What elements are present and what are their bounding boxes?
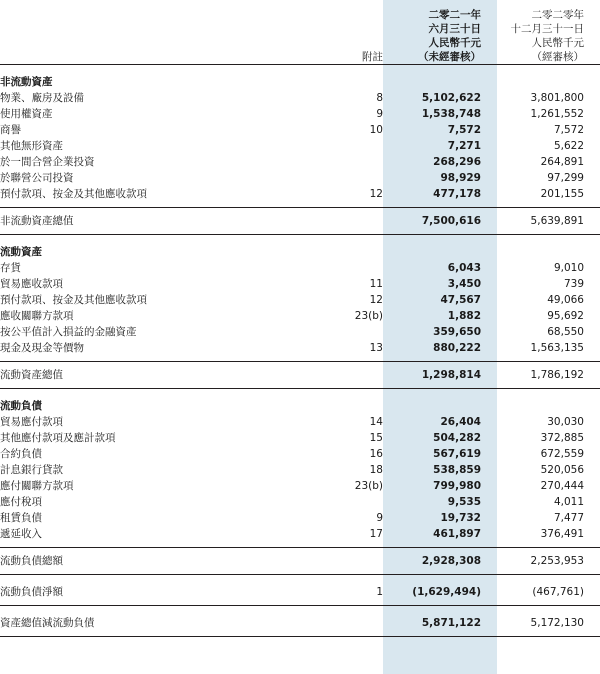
row-label: 商譽	[0, 124, 21, 136]
row-note: 14	[369, 416, 383, 428]
row-current-value: 6,043	[447, 262, 481, 274]
row-current-value: 19,732	[440, 512, 481, 524]
row-label: 應收關聯方款項	[0, 310, 74, 322]
table-row	[0, 526, 600, 542]
row-current-value: 98,929	[440, 172, 481, 184]
row-previous-value: 95,692	[547, 310, 584, 322]
row-current-value: 3,450	[447, 278, 481, 290]
table-row	[0, 494, 600, 510]
row-label: 貿易應付款項	[0, 416, 63, 428]
net-current-liabilities-row	[0, 584, 600, 600]
row-label: 現金及現金等價物	[0, 342, 84, 354]
row-note: 9	[376, 512, 383, 524]
section-title-row	[0, 398, 600, 414]
header-current-line2: 六月三十日	[428, 23, 481, 35]
header-blank-cell	[0, 0, 320, 65]
row-current-value: 26,404	[440, 416, 481, 428]
total-note	[320, 367, 383, 383]
table-row	[0, 430, 600, 446]
row-current-value: 880,222	[433, 342, 481, 354]
row-previous-value: 5,622	[553, 140, 584, 152]
header-note-label: 附註	[362, 51, 383, 63]
header-current-line4: （未經審核）	[418, 51, 481, 63]
total-assets-less-current-liabilities-row	[0, 615, 600, 631]
total-label: 非流動資產總值	[0, 215, 74, 227]
row-note: 15	[369, 432, 383, 444]
section-title-previous	[497, 244, 600, 260]
header-current-period	[383, 0, 497, 65]
row-note	[320, 154, 383, 170]
table-row	[0, 478, 600, 494]
section-title-note	[320, 398, 383, 414]
table-row	[0, 446, 600, 462]
total-previous-value: 2,253,953	[530, 555, 584, 567]
row-note	[320, 494, 383, 510]
row-current-value: 504,282	[433, 432, 481, 444]
table-row	[0, 324, 600, 340]
header-current-line3: 人民幣千元	[428, 37, 481, 49]
final-total-label: 資產總值減流動負債	[0, 617, 95, 629]
section-title-row	[0, 74, 600, 90]
row-current-value: 799,980	[433, 480, 481, 492]
row-current-value: 567,619	[433, 448, 481, 460]
row-label: 租賃負債	[0, 512, 42, 524]
row-label: 貿易應收款項	[0, 278, 63, 290]
row-previous-value: 30,030	[547, 416, 584, 428]
row-previous-value: 7,477	[553, 512, 584, 524]
table-row	[0, 154, 600, 170]
table-row	[0, 292, 600, 308]
row-previous-value: 672,559	[540, 448, 584, 460]
row-label: 應付稅項	[0, 496, 42, 508]
row-label: 預付款項、按金及其他應收款項	[0, 294, 147, 306]
section-title: 流動資產	[0, 246, 42, 258]
row-note: 17	[369, 528, 383, 540]
row-note	[320, 260, 383, 276]
row-previous-value: 1,261,552	[530, 108, 584, 120]
row-current-value: 9,535	[447, 496, 481, 508]
row-label: 預付款項、按金及其他應收款項	[0, 188, 147, 200]
row-note	[320, 324, 383, 340]
row-previous-value: 49,066	[547, 294, 584, 306]
row-previous-value: 201,155	[540, 188, 584, 200]
row-note: 12	[369, 294, 383, 306]
section-title-current	[383, 244, 497, 260]
row-label: 於聯營公司投資	[0, 172, 74, 184]
header-previous-line3: 人民幣千元	[531, 37, 584, 49]
section-title-note	[320, 244, 383, 260]
total-label: 流動資產總值	[0, 369, 63, 381]
section-title: 流動負債	[0, 400, 42, 412]
table-row	[0, 90, 600, 106]
table-row	[0, 340, 600, 356]
table-header-row	[0, 0, 600, 65]
row-current-value: 47,567	[440, 294, 481, 306]
row-note	[320, 170, 383, 186]
header-previous-period	[497, 0, 600, 65]
row-label: 應付關聯方款項	[0, 480, 74, 492]
row-previous-value: 376,491	[540, 528, 584, 540]
total-current-value: 7,500,616	[421, 215, 481, 227]
row-note: 23(b)	[354, 480, 383, 492]
row-current-value: 1,538,748	[421, 108, 481, 120]
table-row	[0, 260, 600, 276]
row-current-value: 7,271	[447, 140, 481, 152]
final-total-previous-value: 5,172,130	[530, 617, 584, 629]
row-label: 按公平值計入損益的金融資產	[0, 326, 137, 338]
row-previous-value: 3,801,800	[530, 92, 584, 104]
spacer	[0, 65, 600, 74]
row-previous-value: 264,891	[540, 156, 584, 168]
row-previous-value: 270,444	[540, 480, 584, 492]
total-previous-value: 1,786,192	[530, 369, 584, 381]
total-note	[320, 553, 383, 569]
row-previous-value: 9,010	[553, 262, 584, 274]
row-label: 使用權資產	[0, 108, 53, 120]
total-row	[0, 367, 600, 383]
row-note: 12	[369, 188, 383, 200]
row-previous-value: 1,563,135	[530, 342, 584, 354]
total-row	[0, 553, 600, 569]
total-current-value: 1,298,814	[421, 369, 481, 381]
section-title-previous	[497, 74, 600, 90]
row-current-value: 7,572	[447, 124, 481, 136]
final-rule	[0, 637, 600, 638]
row-note: 9	[376, 108, 383, 120]
table-row	[0, 122, 600, 138]
row-note: 10	[369, 124, 383, 136]
total-label: 流動負債總額	[0, 555, 63, 567]
total-note	[320, 213, 383, 229]
row-label: 於一間合營企業投資	[0, 156, 95, 168]
row-note: 8	[376, 92, 383, 104]
section-title-note	[320, 74, 383, 90]
spacer	[0, 606, 600, 615]
net-current-liabilities-label: 流動負債淨額	[0, 586, 63, 598]
row-label: 遞延收入	[0, 528, 42, 540]
row-label: 物業、廠房及設備	[0, 92, 84, 104]
table-row	[0, 462, 600, 478]
row-previous-value: 739	[563, 278, 584, 290]
total-current-value: 2,928,308	[421, 555, 481, 567]
row-note: 11	[369, 278, 383, 290]
net-current-liabilities-note: 1	[376, 586, 383, 598]
section-title-current	[383, 398, 497, 414]
total-previous-value: 5,639,891	[530, 215, 584, 227]
header-previous-line1: 二零二零年	[531, 9, 584, 21]
spacer	[0, 389, 600, 398]
row-label: 合約負債	[0, 448, 42, 460]
row-note: 23(b)	[354, 310, 383, 322]
row-label: 其他應付款項及應計款項	[0, 432, 116, 444]
section-title-current	[383, 74, 497, 90]
section-title: 非流動資產	[0, 76, 53, 88]
header-previous-line2: 十二月三十一日	[510, 23, 584, 35]
table-row	[0, 308, 600, 324]
row-previous-value: 372,885	[540, 432, 584, 444]
net-current-liabilities-previous-value: (467,761)	[532, 586, 584, 598]
row-note: 13	[369, 342, 383, 354]
header-previous-line4: （經審核）	[531, 51, 584, 63]
table-row	[0, 170, 600, 186]
row-current-value: 5,102,622	[421, 92, 481, 104]
total-row	[0, 213, 600, 229]
row-current-value: 477,178	[433, 188, 481, 200]
table-row	[0, 510, 600, 526]
section-title-row	[0, 244, 600, 260]
row-label: 其他無形資產	[0, 140, 63, 152]
row-previous-value: 97,299	[547, 172, 584, 184]
row-label: 計息銀行貸款	[0, 464, 63, 476]
spacer	[0, 575, 600, 584]
row-current-value: 538,859	[433, 464, 481, 476]
final-total-note	[320, 615, 383, 631]
net-current-liabilities-current-value: (1,629,494)	[412, 586, 481, 598]
table-row	[0, 186, 600, 202]
row-previous-value: 7,572	[553, 124, 584, 136]
row-current-value: 359,650	[433, 326, 481, 338]
row-note: 18	[369, 464, 383, 476]
row-note	[320, 138, 383, 154]
final-total-current-value: 5,871,122	[421, 617, 481, 629]
row-label: 存貨	[0, 262, 21, 274]
row-note: 16	[369, 448, 383, 460]
row-current-value: 461,897	[433, 528, 481, 540]
row-previous-value: 520,056	[540, 464, 584, 476]
row-previous-value: 4,011	[553, 496, 584, 508]
table-row	[0, 106, 600, 122]
row-current-value: 1,882	[447, 310, 481, 322]
header-current-line1: 二零二一年	[428, 9, 481, 21]
row-current-value: 268,296	[433, 156, 481, 168]
table-row	[0, 414, 600, 430]
table-row	[0, 276, 600, 292]
section-title-previous	[497, 398, 600, 414]
table-row	[0, 138, 600, 154]
row-previous-value: 68,550	[547, 326, 584, 338]
spacer	[0, 235, 600, 244]
